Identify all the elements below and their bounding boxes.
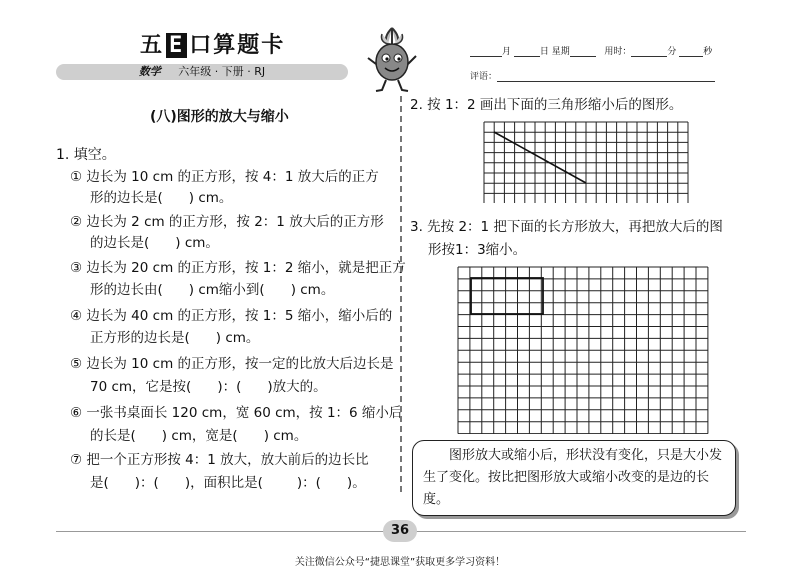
fill-item-2-text-a: 的边长是(: [90, 235, 150, 251]
subject-label: 数学: [138, 65, 161, 78]
fill-item-5-text-b: )：(: [217, 379, 242, 395]
fill-item-6-text-c: ) cm。: [263, 428, 308, 444]
day-label: 日: [539, 47, 549, 57]
brand-e-badge: E: [166, 33, 187, 58]
column-divider: [400, 96, 402, 492]
question-2-text: 2. 按 1：2 画出下面的三角形缩小后的图形。: [410, 97, 683, 113]
month-label: 月: [502, 47, 512, 57]
minute-label: 分: [667, 47, 677, 57]
question-3-line2: 形按1：3缩小。: [428, 242, 527, 258]
second-label: 秒: [703, 47, 713, 57]
grid-2-lines: [458, 267, 708, 434]
fill-item-1-text-a: 形的边长是(: [90, 190, 163, 206]
fill-item-3-text-a: 形的边长由(: [90, 282, 163, 298]
fill-item-3-line2: [90, 281, 334, 300]
question-1-title: 1. 填空。: [56, 147, 116, 163]
brand-title: [140, 28, 285, 59]
brand-title-post: 口算题卡: [189, 33, 286, 58]
fill-item-5-line1: ⑤ 边长为 10 cm 的正方形，按一定的比放大后边长是: [70, 356, 394, 372]
fill-item-1-line1: ① 边长为 10 cm 的正方形，按 4：1 放大后的正方: [70, 169, 379, 185]
fill-item-2-line1: ② 边长为 2 cm 的正方形，按 2：1 放大后的正方形: [70, 214, 384, 230]
fill-item-7-text-c: )，面积比是(: [184, 475, 263, 491]
fill-item-7-text-b: )：(: [134, 475, 159, 491]
fill-item-7-text-a: 是(: [90, 475, 109, 491]
tip-box: [412, 440, 736, 516]
brand-title-pre: 五: [140, 33, 165, 58]
grid-triangle-small[interactable]: [483, 121, 689, 203]
section-heading: (八)图形的放大与缩小: [150, 109, 289, 125]
grade-book-label: 六年级 · 下册 · RJ: [178, 65, 266, 78]
fill-item-7-text-e: )。: [346, 475, 366, 491]
fill-item-7-line2: [90, 474, 366, 493]
fill-item-6-line1: ⑥ 一张书桌面长 120 cm，宽 60 cm，按 1：6 缩小后: [70, 405, 403, 421]
comment-line: [470, 69, 715, 82]
comment-label: 评语：: [470, 72, 498, 82]
question-3-line1: 3. 先按 2：1 把下面的长方形放大，再把放大后的图: [410, 219, 723, 235]
fill-item-7-line1: ⑦ 把一个正方形按 4：1 放大，放大前后的边长比: [70, 452, 369, 468]
weekday-label: 星期: [551, 47, 570, 57]
grid-rectangle-large[interactable]: [457, 266, 711, 434]
fill-item-1-text-b: ) cm。: [188, 190, 233, 206]
tip-text: 图形放大或缩小后，形状没有变化，只是大小发生了变化。按比把图形放大或缩小改变的是边的长度。: [423, 448, 723, 507]
fill-item-3-line1: ③ 边长为 20 cm 的正方形，按 1：2 缩小，就是把正方: [70, 260, 406, 276]
fill-item-4-text-a: 正方形的边长是(: [90, 330, 190, 346]
radish-mascot-icon: [362, 24, 422, 94]
grid-1-lines: [484, 122, 688, 203]
page-number: 36: [383, 520, 417, 542]
subject-bar: [56, 64, 348, 80]
fill-item-4-line1: ④ 边长为 40 cm 的正方形，按 1：5 缩小，缩小后的: [70, 308, 393, 324]
fill-item-4-text-b: ) cm。: [215, 330, 260, 346]
fill-item-3-text-c: ) cm。: [290, 282, 335, 298]
date-line: [470, 44, 712, 57]
footer-notice: 关注微信公众号“捷思课堂”获取更多学习资料！: [294, 557, 506, 568]
fill-item-5-line2: [90, 378, 327, 397]
fill-item-2-text-b: ) cm。: [175, 235, 219, 251]
fill-item-7-text-d: )：(: [296, 475, 321, 491]
fill-item-4-line2: [90, 329, 259, 348]
fill-item-6-text-a: 的长是(: [90, 428, 136, 444]
fill-item-6-line2: [90, 427, 307, 446]
triangle-hypotenuse: [494, 132, 586, 183]
fill-item-2-line2: [90, 234, 219, 253]
time-label: 用时：: [604, 47, 632, 57]
fill-item-6-text-b: ) cm，宽是(: [161, 428, 238, 444]
fill-item-1-line2: [90, 189, 232, 208]
fill-item-5-text-a: 70 cm，它是按(: [90, 379, 192, 395]
fill-item-3-text-b: ) cm缩小到(: [188, 282, 265, 298]
fill-item-5-text-c: )放大的。: [267, 379, 327, 395]
